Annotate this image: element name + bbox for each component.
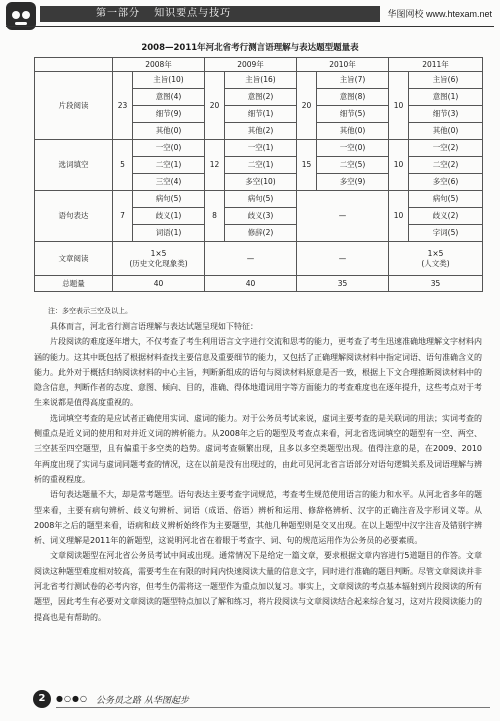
paragraph: 片段阅读的难度逐年增大，不仅考查了考生利用语言文字进行交流和思考的能力，更考查了考生迅速准确地理解文字材料内涵的能力。这其中既包括了根据材料查找主要信息及重要细节的能力，又包括了正确理解阅读材料中指定词语、语句准确含义的能力。此外对于概括归纳阅读材料的中心主旨，判断新组成的语句与阅读材料原意是否一致，根据上下文合理推断阅读材料中的隐含信息，判断作者的态度、意图、倾向、目的，准确、得体地遣词用字等方面能力的考查难度也在逐年提升，这些考点对于考生来说都是值得高度重视的。 [34,337,482,408]
item-cell: 三空(4) [133,174,205,191]
row-label: 语句表达 [35,191,113,242]
year-header: 2011年 [389,58,483,72]
table-row [35,140,483,157]
item-cell: 其他(2) [225,123,297,140]
item-cell: 歧义(3) [225,208,297,225]
item-cell: 多空(10) [225,174,297,191]
item-cell: 意图(8) [317,89,389,106]
item-cell: 字词(5) [409,225,483,242]
year-header: 2010年 [297,58,389,72]
total-value: 35 [389,276,483,292]
item-cell: 细节(9) [133,106,205,123]
item-cell: 歧义(1) [133,208,205,225]
essay-count: 1×5 [150,249,167,259]
row-label: 文章阅读 [35,242,113,276]
page-footer [0,683,500,719]
essay-cell: — [297,242,389,276]
item-cell: 主旨(16) [225,72,297,89]
paragraph: 选词填空考查的是应试者正确使用实词、虚词的能力。对于公务员考试来说，虚词主要考查的是关联词的用法；实词考查的侧重点是近义词的使用和对并近义词的辨析能力。从2008年之后的题型及考查点来看，河北省选词填空的题型有一空、两空、三空甚至四空题型，且有偏重于多空类的趋势。虚词考查频繁出现，且多以多空类题型出现。值得注意的是，在2009、2010年两度出现了实词与虚词同题考查的情况，这在以前是没有出现过的，由此可见河北省言语部分对语句逻辑关系及词语理解与辨析的重视程度。 [34,413,482,484]
total-cell: 8 [205,191,225,242]
question-type-table [34,57,483,292]
item-cell: 意图(1) [409,89,483,106]
header-rule [6,26,494,27]
header-band [40,6,380,22]
item-cell: 二空(2) [409,157,483,174]
table-title: 2008—2011年河北省考行测言语理解与表达题型题量表 [141,43,359,53]
total-value: 35 [297,276,389,292]
table-row [35,242,483,276]
paragraph: 具体而言，河北省行测言语理解与表达试题呈现如下特征： [50,322,258,331]
header-part: 第一部分 [96,8,140,19]
page-header [0,0,500,34]
table-row [35,72,483,89]
item-cell: 多空(6) [409,174,483,191]
item-cell: 主旨(7) [317,72,389,89]
header-empty-cell [35,58,113,72]
item-cell: 一空(0) [133,140,205,157]
total-cell: 10 [389,72,409,140]
item-cell: 病句(5) [133,191,205,208]
item-cell: 多空(9) [317,174,389,191]
item-cell: 其他(0) [317,123,389,140]
essay-type: (人文类) [421,258,450,268]
total-cell: 20 [205,72,225,140]
footer-slogan: 公务员之路 从华图起步 [96,696,189,706]
item-cell: 词语(1) [133,225,205,242]
total-cell: 5 [113,140,133,191]
item-cell: 二空(1) [225,157,297,174]
item-cell: 一空(2) [409,140,483,157]
essay-cell [389,242,483,276]
item-cell: 一空(0) [317,140,389,157]
table-row [35,276,483,292]
item-cell: 一空(1) [225,140,297,157]
body-text [34,319,482,625]
paragraph: 文章阅读题型在河北省公务员考试中间或出现。通常情况下是给定一篇文章，要求根据文章内容进行5道题目的作答。文章阅读这种题型难度相对较高，需要考生在有限的时间内快速阅读大量的信息文字，同时进行准确的题目判断。尽管文章阅读并非河北省考行测试卷的必考内容，但考生仍需将这一题型作为重点加以复习。事实上，文章阅读的考点基本辐射到片段阅读的所有题型，因此考生有必要对文章阅读的题型特点加以了解和练习，将片段阅读与文章阅读结合起来综合复习，这对片段阅读能力的提高也是有帮助的。 [34,551,482,622]
item-cell: 细节(3) [409,106,483,123]
total-cell: 10 [389,191,409,242]
total-cell: 15 [297,140,317,191]
item-cell: 其他(0) [409,123,483,140]
table-note: 注：多空表示三空及以上。 [48,307,132,315]
item-cell: 其他(0) [133,123,205,140]
total-cell: 12 [205,140,225,191]
item-cell: 二空(5) [317,157,389,174]
item-cell: 细节(1) [225,106,297,123]
total-cell: 10 [389,140,409,191]
row-label: 总题量 [35,276,113,292]
essay-type: (历史文化现象类) [129,258,188,268]
page-number: 2 [33,690,51,708]
essay-cell: — [205,242,297,276]
item-cell: 细节(5) [317,106,389,123]
total-cell: 20 [297,72,317,140]
total-value: 40 [205,276,297,292]
year-header: 2008年 [113,58,205,72]
item-cell: 修辞(2) [225,225,297,242]
table-row [35,191,483,208]
essay-cell [113,242,205,276]
footer-rule [56,707,490,708]
row-label: 片段阅读 [35,72,113,140]
table-header-row [35,58,483,72]
essay-count: 1×5 [427,249,444,259]
item-cell: 病句(5) [409,191,483,208]
header-site: 华图网校 www.htexam.net [387,9,492,19]
item-cell: 二空(1) [133,157,205,174]
item-cell: 意图(2) [225,89,297,106]
item-cell: 病句(5) [225,191,297,208]
total-value: 40 [113,276,205,292]
total-cell: — [297,191,389,242]
total-cell: 7 [113,191,133,242]
item-cell: 主旨(6) [409,72,483,89]
footer-dots: ●○●○ [56,694,88,703]
item-cell: 意图(4) [133,89,205,106]
row-label: 选词填空 [35,140,113,191]
paragraph: 语句表达题量不大，却是常考题型。语句表达主要考查字词规范，考查考生规范使用语言的能力和水平。从河北省多年的题型来看，主要有病句辨析、歧义句辨析、词语（成语、俗语）辨析和运用、修辞格辨析、汉字的正确注音及字形词义等。从2008年之后的题型来看，语病和歧义辨析始终作为主要题型，其他几种题型则是交叉出现。在以上题型中汉字注音及错别字辨析、词义理解是2011年的新题型，这说明河北省在着眼于考查字、词、句的规范运用作为公务员的必要素质。 [34,490,482,546]
year-header: 2009年 [205,58,297,72]
header-section: 知识要点与技巧 [154,8,232,19]
total-cell: 23 [113,72,133,140]
item-cell: 歧义(2) [409,208,483,225]
item-cell: 主旨(10) [133,72,205,89]
